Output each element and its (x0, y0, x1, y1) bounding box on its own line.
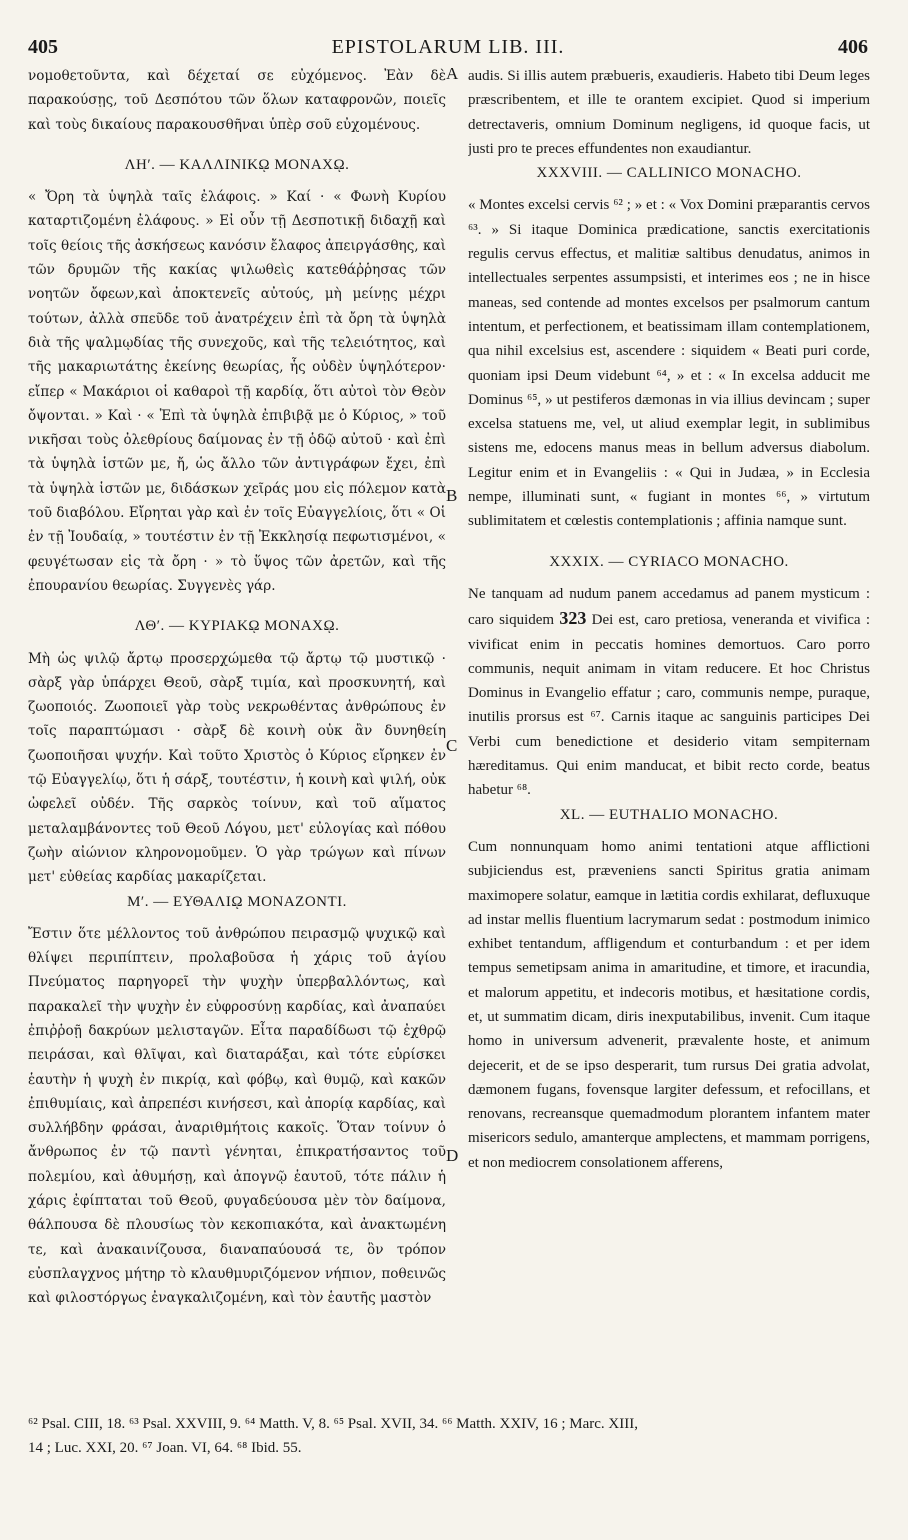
latin-column (468, 64, 870, 1390)
section-marker-c: C (446, 736, 458, 755)
footnote-line-2: 14 ; Luc. XXI, 20. ⁶⁷ Joan. VI, 64. ⁶⁸ Ibid. 55. (28, 1440, 302, 1456)
section-marker-d: D (446, 1146, 459, 1165)
greek-intro-paragraph: νομοθετοῦντα, καὶ δέχεταί σε εὐχόμενος. Ἐὰν δὲ παρακούσῃς, τοῦ Δεσπότου τῶν ὅλων καταφρονῶν, ποιεῖς καὶ τοὺς δικαίους παρακουσθῆναι ὑπὲρ σοῦ εὐχομένους. (28, 68, 446, 133)
running-header (28, 32, 868, 62)
page-number-left: 405 (28, 35, 58, 58)
section-marker-a: A (446, 64, 459, 83)
latin-letter-39-part-b: Dei est, caro pretiosa, veneranda et vivifica : vivificat enim in peccatis homines demortuos. Caro porro communis, nequit animam in vitam reducere. Et hoc Christus Dominus in Evangelio effatur ; caro, communis nempe, puraque, inutilis prorsus est ⁶⁷. Carnis itaque ac sanguinis participes Dei Verbi cum benedictione et desiderio vitam sempiternam hæreditamus. Qui enim manducat, et bibit recto corde, beatus habetur ⁶⁸. (468, 612, 870, 799)
footnote-line-1: ⁶² Psal. CIII, 18. ⁶³ Psal. XXVIII, 9. ⁶⁴ Matth. V, 8. ⁶⁵ Psal. XVII, 34. ⁶⁶ Matth. XXIV, 16 ; Marc. XIII, (28, 1416, 638, 1432)
running-title: EPISTOLARUM LIB. III. (331, 35, 565, 58)
latin-letter-38: « Montes excelsi cervis ⁶² ; » et : « Vox Domini præparantis cervos ⁶³. » Si itaque Dominica prædicatione, sanctis exercitationis regulis cervus effectus, et malitiæ saltibus denudatus, animos in intellectuales serpentes assumpsisti, et interimes eos ; ne in hisce maneas, sed contende ad montes excelsos per psalmorum cantum intentum, et perfectionem, et beatissimam illam contemplationem, qua nihil excelsius est, ascendere : siquidem « Beati puri corde, quoniam ipsi Deum videbunt ⁶⁴, » et : « In excelsa adducit me Dominus ⁶⁵, » ut pestiferos dæmonas in via illius devincam ; super excelsa statuens me, vel, ut aliud exemplar legit, in sublimibus sistens me, edocens manus meas in bellum adversus diabolum. Legitur enim et in Evangeliis : « Qui in Judæa, » in Ecclesia nempe, illuminati sunt, « fugiant in montes ⁶⁶, » virtutum sublimitatem et cœlestis contemplationis ; affinia namque sunt. (468, 197, 870, 530)
greek-letter-38: « Ὄρη τὰ ὑψηλὰ ταῖς ἐλάφοις. » Καί · « Φωνὴ Κυρίου καταρτιζομένη ἐλάφους. » Εἰ οὖν τῇ Δεσποτικῇ διδαχῇ καὶ τοῖς θείοις τῆς ἀσκήσεως κανόσιν ἔλαφος ἀπειργάσθης, καὶ τῶν δρυμῶν τῆς κακίας ψιλωθεὶς κατεθάῤῥησας τῶν νοητῶν ὄφεων,καὶ ἀποκτενεῖς αὐτούς, μὴ μείνῃς μέχρι τούτων, ἀλλὰ σπεῦδε τοῦ ἀνατρέχειν ἐπὶ τὰ ὄρη τὰ ὑψηλὰ διὰ τῆς ψαλμῳδίας τῆς συνεχοῦς, καὶ τῆς τελειότητος, καὶ τῆς μακαριωτάτης ἐκείνης θεωρίας, ἧς οὐδὲν ὑψηλότερον· εἴπερ « Μακάριοι οἱ καθαροὶ τῇ καρδίᾳ, ὅτι αὐτοὶ τὸν Θεὸν ὄψονται. » Καὶ · « Ἐπὶ τὰ ὑψηλὰ ἐπιβιβᾷ με ὁ Κύριος, » τοῦ νικῆσαι τοὺς ὀλεθρίους δαίμονας ἐν τῇ ὁδῷ αὐτοῦ · καὶ ἐπὶ τὰ ὑψηλὰ ἱστῶν με, ἤ, ὡς ἄλλο τῶν ἀντιγράφων ἔχει, ἐπὶ τὰ ὑψηλὰ ἱστῶν με, διδάσκων χεῖράς μου εἰς πόλεμον κατὰ τοῦ διαβόλου. Εἴρηται γὰρ καὶ ἐν τοῖς Εὐαγγελίοις, ὅτι « Οἱ ἐν τῇ Ἰουδαίᾳ, » τουτέστιν ἐν τῇ Ἐκκλησίᾳ πεφωτισμένοι, « φευγέτωσαν εἰς τὰ ὄρη · » τὸ ὕψος τῶν ἀρετῶν, καὶ τῆς ἐπουρανίου θεωρίας. Συγγενὲς γάρ. (28, 189, 446, 594)
greek-letter-40: Ἔστιν ὅτε μέλλοντος τοῦ ἀνθρώπου πειρασμῷ ψυχικῷ καὶ θλίψει περιπίπτειν, προλαβοῦσα ἡ χάρις τοῦ ἁγίου Πνεύματος παρηγορεῖ τὴν ψυχὴν ὑπερβαλλόντως, καὶ παρακαλεῖ τὴν ψυχὴν ἐν εὐφροσύνῃ καρδίας, καὶ ἀναπαύει ἐπιῤῥοῇ δακρύων μελισταγῶν. Εἶτα παραδίδωσι τῷ ἐχθρῷ πειράσαι, καὶ θλῖψαι, καὶ διαταράξαι, καὶ τότε εὑρίσκει ἑαυτὴν ἡ ψυχὴ ἐν πικρίᾳ, καὶ φόβῳ, καὶ θυμῷ, καὶ κακῶν ἐπιθυμίαις, καὶ ἀπρεπέσι κινήσεσι, καὶ ἀπορίᾳ καρδίας, καὶ συλλήβδην φράσαι, ἀναριθμήτοις κακοῖς. Ὅταν τοίνυν ὁ ἄνθρωπος ἐν τῷ παντὶ γένηται, ἐπικρατήσαντος τοῦ πολεμίου, καὶ ἀθυμήσῃ, καὶ ἀπογνῷ ἑαυτοῦ, τότε πάλιν ἡ χάρις ἐφίπταται τοῦ Θεοῦ, φυγαδεύουσα μὲν τὸν δαίμονα, θάλπουσα δὲ πλουσίως τὸν κεκοπιακότα, καὶ ἀνακτωμένη τε, καὶ ἀνακαινίζουσα, διαναπαύουσά τε, ὃν τρόπον εὐσπλαγχνος μήτηρ τὸ κλαυθμυριζόμενον νήπιον, ποθεινῶς καὶ φιλοστόργως ἐναγκαλιζομένη, καὶ τὸν ἑαυτῆς μαστὸν (28, 925, 446, 1307)
footnotes (28, 1412, 868, 1472)
greek-heading-40: Μʹ. — ΕΥΘΑΛΙῼ ΜΟΝΑΖΟΝΤΙ. (127, 893, 347, 910)
latin-intro-paragraph: audis. Si illis autem præbueris, exaudieris. Habeto tibi Deum leges præscribentem, et ille te orantem excipiet. Quod si imperium detrectaveris, omnium Dominum negligens, id quoque facis, ut justi pro te preces effundentes non exaudiantur. (468, 68, 870, 157)
latin-letter-40: Cum nonnunquam homo animi tentationi atque afflictioni subjiciendus est, præveniens sancti Spiritus gratia animam maximopere solatur, eamque in lætitia cordis exhilarat, defluxuque ad instar mellis fluentium lacrymarum sedat : postmodum inimico exhibet tentandum, affligendum et conturbandum : et per idem tempus semetipsam anima in amaritudine, et timore, et iracundia, et malorum appetitu, et indecoris motibus, et hæsitatione cordis, et, ut summatim dicam, diris inexputabilibus, invenit. Cum itaque homo in universum advenerit, prævalente hoste, et animum dejecerit, et de se ipso desperarit, tum rursus Dei gratia advolat, dæmonem fugans, fovensque largiter defessum, et refocillans, et renovans, recreansque quemadmodum plorantem infantem mater misericors sedulo, amanterque amplectens, et mammam porrigens, et non mediocrem consolationem afferens, (468, 838, 870, 1171)
section-marker-b: B (446, 486, 458, 505)
latin-heading-38: XXXVIII. — CALLINICO MONACHO. (536, 165, 802, 182)
greek-column (28, 64, 446, 1390)
greek-letter-39: Μὴ ὡς ψιλῷ ἄρτῳ προσερχώμεθα τῷ ἄρτῳ τῷ μυστικῷ · σὰρξ γὰρ ὑπάρχει Θεοῦ, σὰρξ τιμία, καὶ προσκυνητή, καὶ ζωοποιός. Ζωοποιεῖ γὰρ τοὺς νεκρωθέντας ἀνθρώπους ἐν τοῖς παραπτώμασι · σὰρξ δὲ κοινὴ οὐκ ἂν δυνηθείη ζωοποιῆσαι ψυχήν. Καὶ τοῦτο Χριστὸς ὁ Κύριος εἴρηκεν ἐν τῷ Εὐαγγελίῳ, ὅτι ἡ σάρξ, τουτέστιν, ἡ κοινὴ καὶ ψιλή, οὐκ ὠφελεῖ οὐδέν. Τῆς σαρκὸς τοίνυν, καὶ τοῦ αἵματος μεταλαμβάνοντες τοῦ Θεοῦ Λόγου, μετ' εὐλογίας καὶ πόθου ζωὴν αἰώνιον κληρονομοῦμεν. Ὁ γὰρ τρώγων καὶ πίνων μετ' εὐθείας καρδίας μακαρίζεται. (28, 650, 446, 886)
latin-letter-39-part-a: Ne tanquam ad nudum panem accedamus ad panem mysticum : caro siquidem (468, 585, 870, 629)
page-reference-number: 323 (559, 608, 587, 629)
latin-letter-39 (468, 582, 870, 803)
latin-heading-39: XXXIX. — CYRIACO MONACHO. (549, 553, 789, 570)
latin-heading-40: XL. — EUTHALIO MONACHO. (559, 806, 779, 823)
greek-heading-38: ΛΗʹ. — ΚΑΛΛΙΝΙΚῼ ΜΟΝΑΧῼ. (124, 156, 350, 173)
page-number-right: 406 (837, 35, 868, 58)
greek-heading-39: ΛΘʹ. — ΚΥΡΙΑΚῼ ΜΟΝΑΧῼ. (134, 618, 340, 635)
